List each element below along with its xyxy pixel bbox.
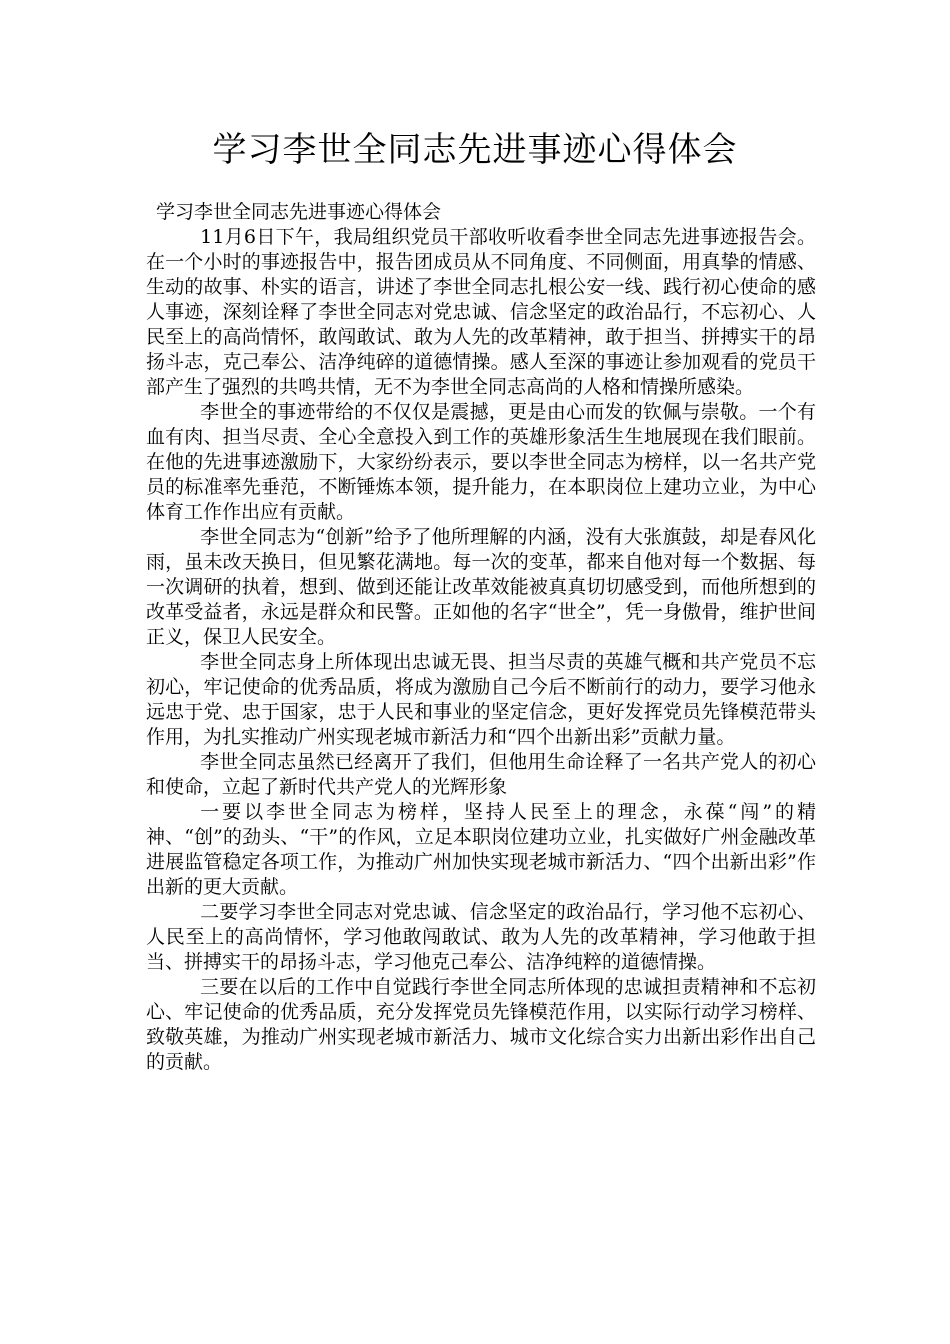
document-title: 学习李世全同志先进事迹心得体会 bbox=[212, 130, 738, 170]
paragraph-3: 李世全同志为“创新”给予了他所理解的内涵，没有大张旗鼓，却是春风化雨，虽未改天换日，但见繁花满地。每一次的变革，都来自他对每一个数据、每一次调研的执着，想到、做到还能让改革效能被真真切切感受到，而他所想到的改革受益者，永远是群众和民警。正如他的名字“世全”，凭一身傲骨，维护世间正义，保卫人民安全。 bbox=[146, 526, 816, 648]
paragraph-6: 一要以李世全同志为榜样，坚持人民至上的理念，永葆“闯”的精神、“创”的劲头、“干”的作风，立足本职岗位建功立业，扎实做好广州金融改革进展监管稳定各项工作，为推动广州加快实现老城市新活力、“四个出新出彩”作出新的更大贡献。 bbox=[146, 801, 816, 898]
document-subtitle: 学习李世全同志先进事迹心得体会 bbox=[156, 201, 442, 223]
paragraph-5: 李世全同志虽然已经离开了我们，但他用生命诠释了一名共产党人的初心和使命，立起了新时代共产党人的光辉形象 bbox=[146, 751, 816, 798]
paragraph-8: 三要在以后的工作中自觉践行李世全同志所体现的忠诚担责精神和不忘初心、牢记使命的优秀品质，充分发挥党员先锋模范作用，以实际行动学习榜样、致敬英雄，为推动广州实现老城市新活力、城市文化综合实力出新出彩作出自己的贡献。 bbox=[146, 976, 816, 1073]
paragraph-1: 11月6日下午，我局组织党员干部收听收看李世全同志先进事迹报告会。在一个小时的事迹报告中，报告团成员从不同角度、不同侧面，用真挚的情感、生动的故事、朴实的语言，讲述了李世全同志扎根公安一线、践行初心使命的感人事迹，深刻诠释了李世全同志对党忠诚、信念坚定的政治品行，不忘初心、人民至上的高尚情怀，敢闯敢试、敢为人先的改革精神，敢于担当、拼搏实干的昂扬斗志，克己奉公、洁净纯碎的道德情操。感人至深的事迹让参加观看的党员干部产生了强烈的共鸣共情，无不为李世全同志高尚的人格和情操所感染。 bbox=[146, 226, 816, 398]
document-body bbox=[146, 200, 816, 1075]
paragraph-4: 李世全同志身上所体现出忠诚无畏、担当尽责的英雄气概和共产党员不忘初心，牢记使命的优秀品质，将成为激励自己今后不断前行的动力，要学习他永远忠于党、忠于国家，忠于人民和事业的坚定信念，更好发挥党员先锋模范带头作用，为扎实推动广州实现老城市新活力和“四个出新出彩”贡献力量。 bbox=[146, 651, 816, 748]
paragraph-2: 李世全的事迹带给的不仅仅是震撼，更是由心而发的钦佩与崇敬。一个有血有肉、担当尽责、全心全意投入到工作的英雄形象活生生地展现在我们眼前。在他的先进事迹激励下，大家纷纷表示，要以李世全同志为榜样，以一名共产党员的标准率先垂范，不断锤炼本领，提升能力，在本职岗位上建功立业，为中心体育工作作出应有贡献。 bbox=[146, 401, 816, 523]
paragraph-7: 二要学习李世全同志对党忠诚、信念坚定的政治品行，学习他不忘初心、人民至上的高尚情怀，学习他敢闯敢试、敢为人先的改革精神，学习他敢于担当、拼搏实干的昂扬斗志，学习他克己奉公、洁净纯粹的道德情操。 bbox=[146, 901, 816, 973]
